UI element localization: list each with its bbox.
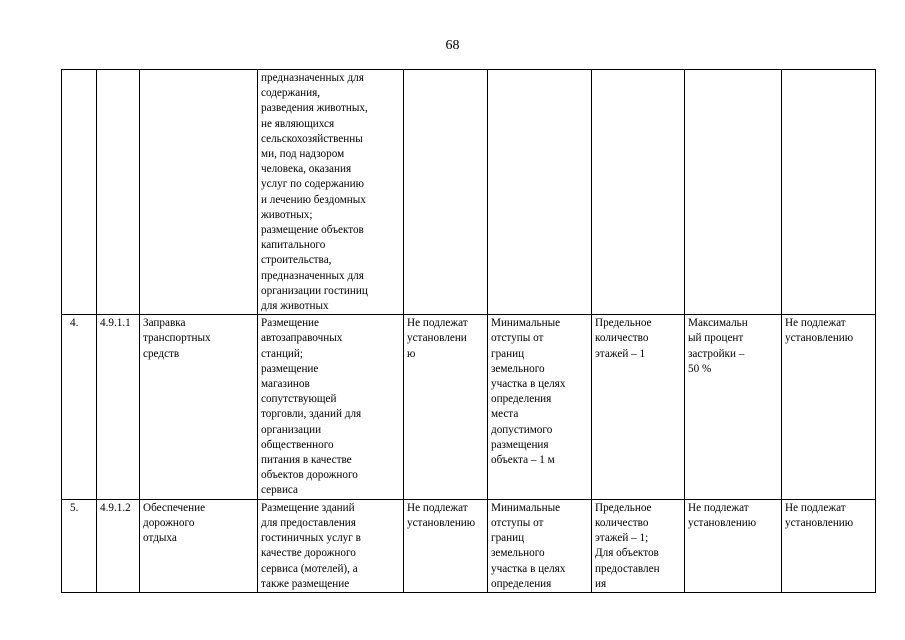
code-cell: 4.9.1.2 <box>97 499 140 592</box>
code-cell: 4.9.1.1 <box>97 315 140 499</box>
cell: Не подлежат установлению <box>685 499 782 592</box>
name-cell: Заправка транспортных средств <box>140 315 258 499</box>
cell: Минимальные отступы от границ земельного участка в целях определения <box>488 499 592 592</box>
description-cell: Размещение автозаправочных станций; размещение магазинов сопутствующей торговли, зданий для организации общественного питания в качестве объектов дорожного сервиса <box>258 315 404 499</box>
cell: Предельное количество этажей – 1; Для объектов предоставлен ия <box>592 499 685 592</box>
row-number-cell <box>62 70 97 315</box>
table-row <box>62 499 876 592</box>
cell <box>782 70 876 315</box>
table-row <box>62 70 876 315</box>
row-number-cell: 4. <box>62 315 97 499</box>
table-row <box>62 315 876 499</box>
description-cell: предназначенных для содержания, разведения животных, не являющихся сельскохозяйственны ми, под надзором человека, оказания услуг по содержанию и лечению бездомных животных; размещение объектов капитального строительства, предназначенных для организации гостиниц для животных <box>258 70 404 315</box>
code-cell <box>97 70 140 315</box>
cell: Не подлежат установлени ю <box>404 315 488 499</box>
description-cell: Размещение зданий для предоставления гостиничных услуг в качестве дорожного сервиса (мотелей), а также размещение <box>258 499 404 592</box>
name-cell: Обеспечение дорожного отдыха <box>140 499 258 592</box>
cell: Предельное количество этажей – 1 <box>592 315 685 499</box>
name-cell <box>140 70 258 315</box>
cell <box>404 70 488 315</box>
cell: Не подлежат установлению <box>782 315 876 499</box>
cell: Максимальн ый процент застройки – 50 % <box>685 315 782 499</box>
cell: Минимальные отступы от границ земельного участка в целях определения места допустимого размещения объекта – 1 м <box>488 315 592 499</box>
cell: Не подлежат установлению <box>404 499 488 592</box>
cell <box>685 70 782 315</box>
page-number: 68 <box>445 38 460 53</box>
cell <box>488 70 592 315</box>
regulations-table <box>61 69 876 593</box>
row-number-cell: 5. <box>62 499 97 592</box>
cell <box>592 70 685 315</box>
cell: Не подлежат установлению <box>782 499 876 592</box>
